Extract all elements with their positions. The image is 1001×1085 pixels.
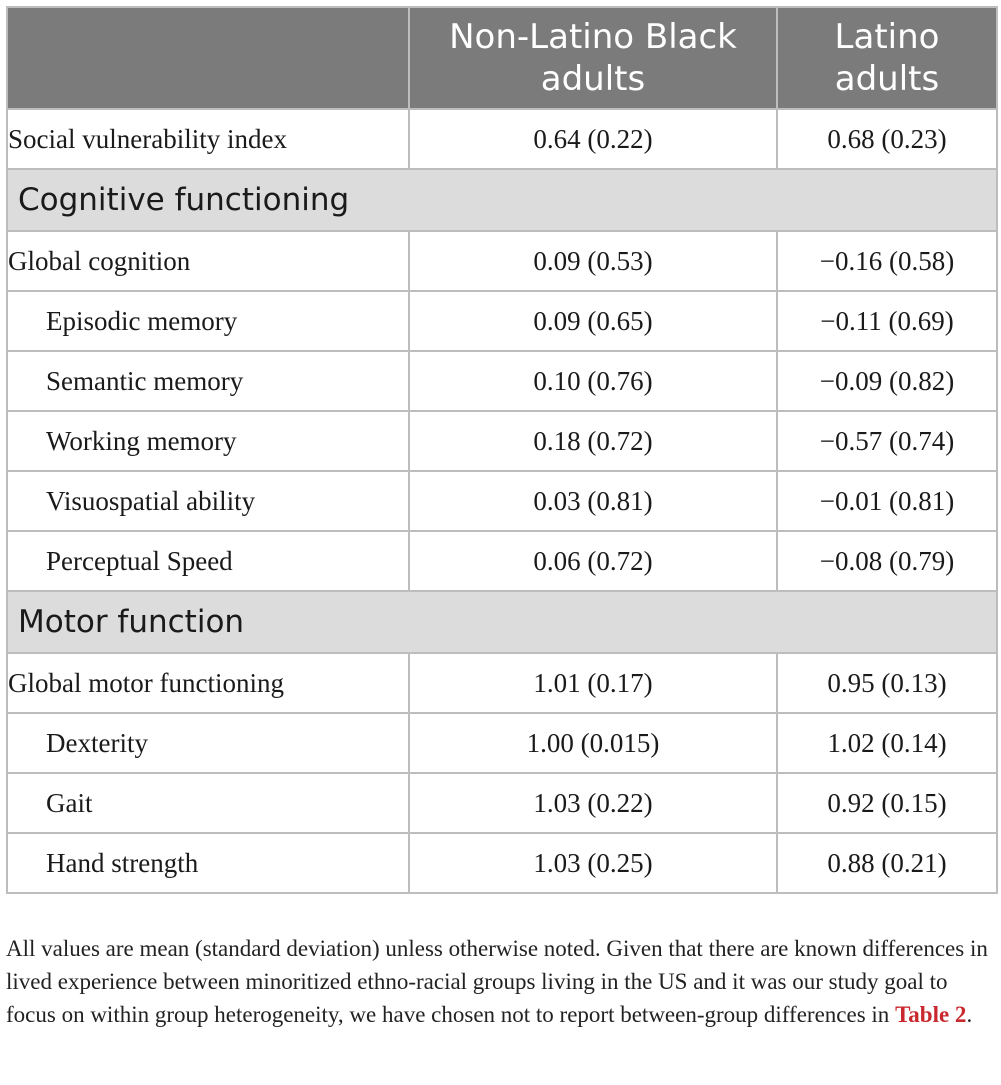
value-latino: −0.11 (0.69) [777,291,997,351]
table-row [7,471,997,531]
row-label: Global cognition [7,231,409,291]
value-non-latino-black: 0.03 (0.81) [409,471,777,531]
value-non-latino-black: 0.10 (0.76) [409,351,777,411]
row-label: Social vulnerability index [7,109,409,169]
value-non-latino-black: 1.01 (0.17) [409,653,777,713]
row-label: Dexterity [7,713,409,773]
table-row [7,833,997,893]
row-label: Working memory [7,411,409,471]
table-footnote [6,932,996,1031]
table-2-reference-link[interactable]: Table 2 [895,1002,967,1027]
value-non-latino-black: 1.03 (0.25) [409,833,777,893]
value-latino: −0.09 (0.82) [777,351,997,411]
data-table [6,6,998,894]
table-row [7,713,997,773]
row-label: Semantic memory [7,351,409,411]
row-label: Visuospatial ability [7,471,409,531]
table-row [7,231,997,291]
table-row [7,291,997,351]
row-label: Episodic memory [7,291,409,351]
footnote-text: All values are mean (standard deviation) unless otherwise noted. Given that there are known differences in lived experience between minoritized ethno-racial groups living in the US and it was our study goal to focus on within group heterogeneity, we have chosen not to report between-group differences in [6,936,988,1027]
row-label: Hand strength [7,833,409,893]
value-latino: 0.88 (0.21) [777,833,997,893]
section-heading: Cognitive functioning [7,169,997,231]
value-non-latino-black: 0.64 (0.22) [409,109,777,169]
header-cell-non-latino-black: Non-Latino Black adults [409,7,777,109]
row-label: Global motor functioning [7,653,409,713]
value-latino: −0.16 (0.58) [777,231,997,291]
table-row [7,531,997,591]
value-non-latino-black: 1.03 (0.22) [409,773,777,833]
section-row [7,169,997,231]
table-row [7,109,997,169]
table-row [7,653,997,713]
table-row [7,411,997,471]
value-non-latino-black: 1.00 (0.015) [409,713,777,773]
table-row [7,773,997,833]
value-non-latino-black: 0.09 (0.53) [409,231,777,291]
value-non-latino-black: 0.09 (0.65) [409,291,777,351]
value-latino: −0.57 (0.74) [777,411,997,471]
value-latino: −0.08 (0.79) [777,531,997,591]
table-row [7,351,997,411]
value-non-latino-black: 0.06 (0.72) [409,531,777,591]
row-label: Perceptual Speed [7,531,409,591]
value-latino: 1.02 (0.14) [777,713,997,773]
value-latino: 0.68 (0.23) [777,109,997,169]
header-cell-label [7,7,409,109]
value-latino: −0.01 (0.81) [777,471,997,531]
footnote-trailing: . [966,1002,973,1027]
value-latino: 0.95 (0.13) [777,653,997,713]
row-label: Gait [7,773,409,833]
header-cell-latino: Latino adults [777,7,997,109]
section-heading: Motor function [7,591,997,653]
value-non-latino-black: 0.18 (0.72) [409,411,777,471]
header-row [7,7,997,109]
value-latino: 0.92 (0.15) [777,773,997,833]
section-row [7,591,997,653]
table-body [7,109,997,893]
